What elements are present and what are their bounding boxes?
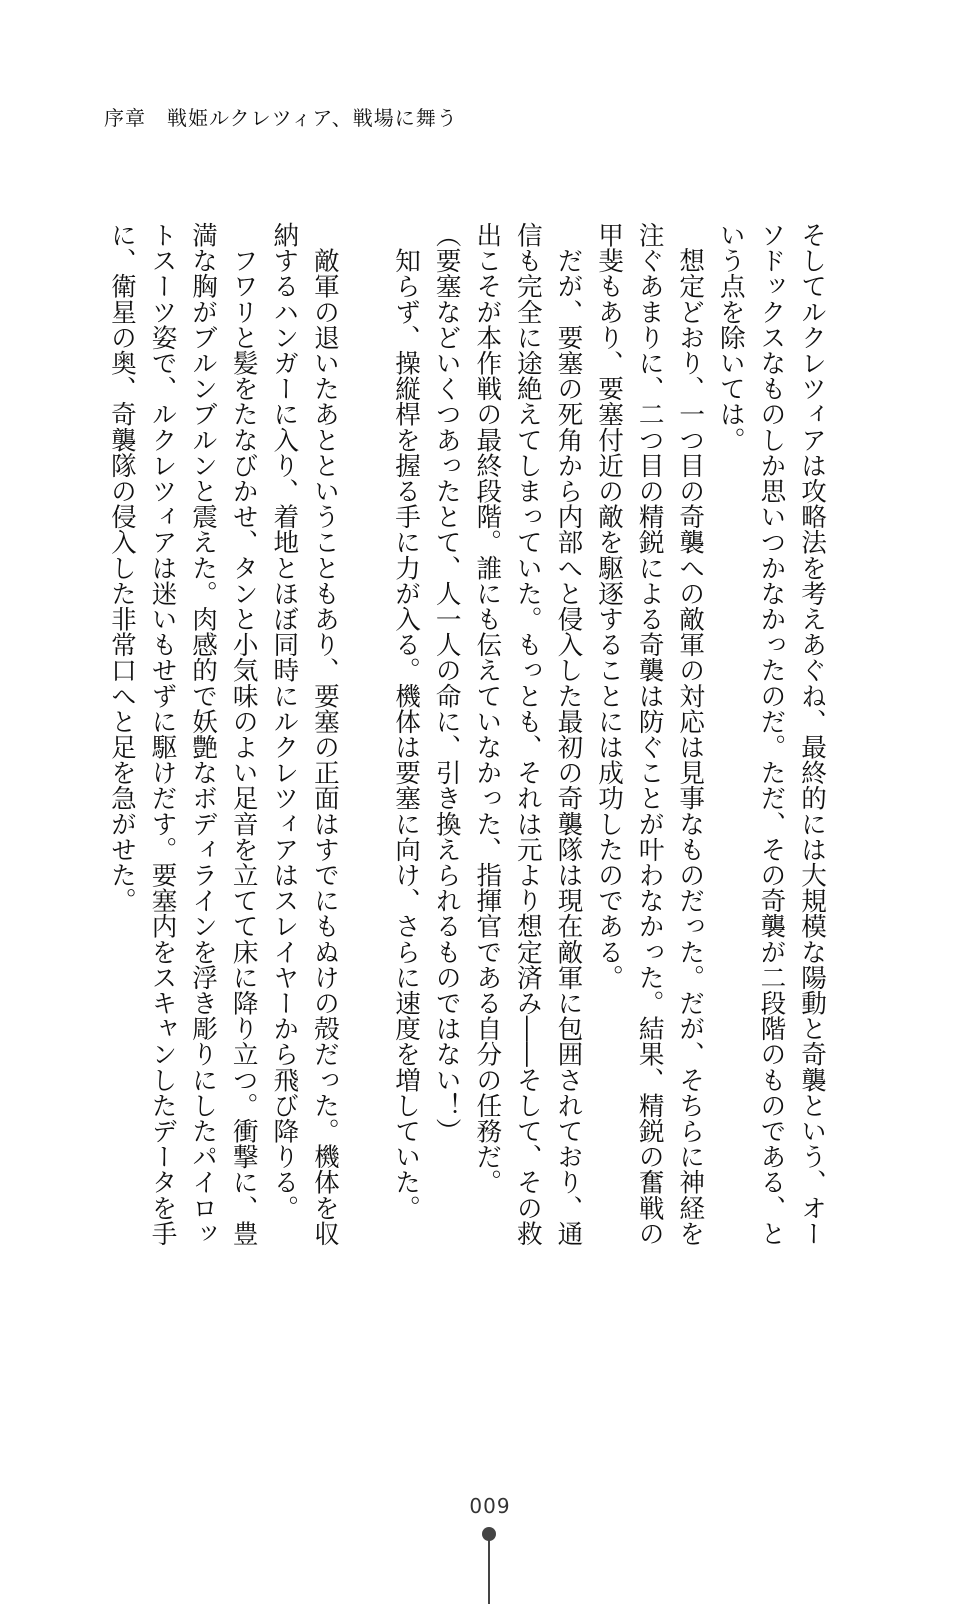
text-column: いう点を除いては。: [715, 222, 746, 453]
text-column: に、衛星の奥、奇襲隊の侵入した非常口へと足を急がせた。: [106, 222, 137, 914]
chapter-header: 序章 戦姫ルクレツィア、戦場に舞う: [104, 106, 458, 130]
text-column: フワリと髪をたなびかせ、タンと小気味のよい足音を立てて床に降り立つ。衝撃に、豊: [228, 222, 259, 1246]
text-column: 出こそが本作戦の最終段階。誰にも伝えていなかった、指揮官である自分の任務だ。: [472, 222, 503, 1195]
text-column: 注ぐあまりに、二つ目の精鋭による奇襲は防ぐことが叶わなかった。結果、精鋭の奮戦の: [634, 222, 665, 1246]
page-marker-line: [488, 1540, 490, 1604]
text-column: 想定どおり、一つ目の奇襲への敵軍の対応は見事なものだった。だが、そちらに神経を: [675, 222, 706, 1246]
text-column: そしてルクレツィアは攻略法を考えあぐね、最終的には大規模な陽動と奇襲という、オー: [797, 222, 827, 1246]
text-column: 満な胸がブルンブルンと震えた。肉感的で妖艶なボディラインを浮き彫りにしたパイロッ: [188, 222, 219, 1246]
text-column: だが、要塞の死角から内部へと侵入した最初の奇襲隊は現在敵軍に包囲されており、通: [553, 222, 584, 1246]
text-column: トスーツ姿で、ルクレツィアは迷いもせずに駆けだす。要塞内をスキャンしたデータを手: [147, 222, 178, 1246]
text-column: 信も完全に途絶えてしまっていた。もっとも、それは元より想定済み――そして、その救: [512, 222, 543, 1246]
body-text: [101, 222, 832, 1262]
text-column: 敵軍の退いたあとということもあり、要塞の正面はすでにもぬけの殻だった。機体を収: [309, 222, 340, 1246]
text-column: 知らず、操縦桿を握る手に力が入る。機体は要塞に向け、さらに速度を増していた。: [391, 222, 422, 1221]
text-column: 甲斐もあり、要塞付近の敵を駆逐することには成功したのである。: [594, 222, 625, 990]
blank-column: [345, 222, 386, 1262]
text-column: ソドックスなものしか思いつかなかったのだ。ただ、その奇襲が二段階のものである、と: [756, 222, 787, 1246]
text-column: （要塞などいくつあったとて、人一人の命に、引き換えられるものではない！）: [431, 222, 462, 1144]
text-column: 納するハンガーに入り、着地とほぼ同時にルクレツィアはスレイヤーから飛び降りる。: [269, 222, 300, 1221]
page-marker-dot-icon: [482, 1527, 496, 1541]
page-number: 009: [469, 1494, 511, 1518]
